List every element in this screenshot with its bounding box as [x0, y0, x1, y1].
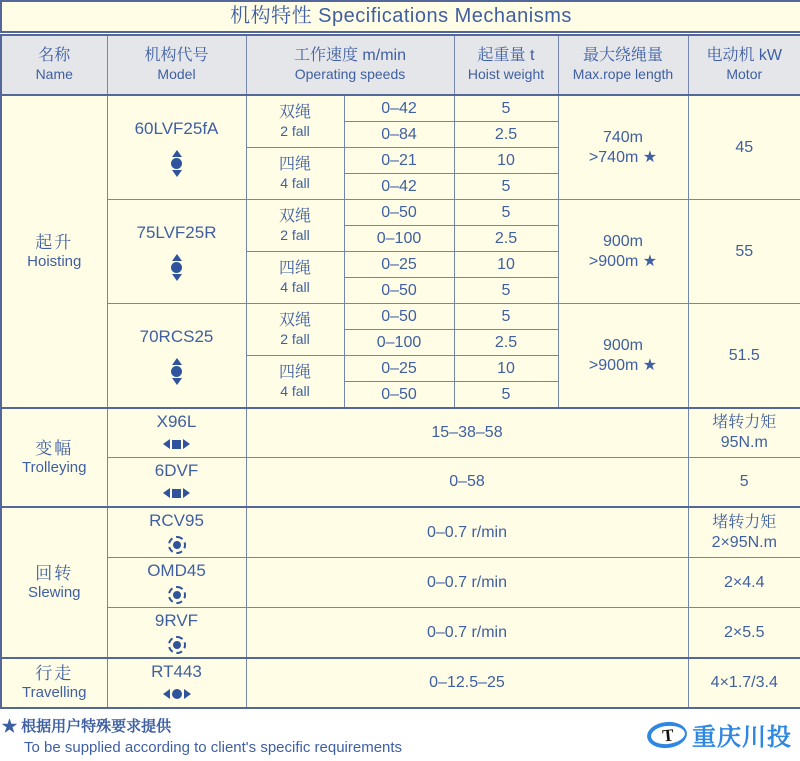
motor-cell: 2×4.4	[688, 558, 800, 608]
weight-cell: 5	[454, 174, 558, 200]
section-label-travelling	[1, 658, 107, 708]
column-header-weight	[454, 34, 558, 96]
speed-value-cell: 0–12.5–25	[246, 658, 688, 708]
speed-value-cell: 15–38–58	[246, 408, 688, 458]
header-rope-zh: 最大绕绳量	[559, 46, 688, 66]
speed-cell: 0–42	[344, 95, 454, 122]
trolleying-label-zh: 变幅	[2, 438, 107, 459]
fall2-en: 2 fall	[247, 331, 344, 349]
fall-cell	[246, 356, 344, 409]
travelling-label-zh: 行走	[2, 663, 107, 684]
model-cell-RCV95	[107, 507, 246, 558]
speed-cell: 0–50	[344, 304, 454, 330]
fall-cell	[246, 200, 344, 252]
motor-line2: 2×95N.m	[689, 533, 800, 553]
footer	[0, 709, 800, 761]
rope-cell	[558, 95, 688, 200]
slewing-label-zh: 回转	[2, 563, 107, 584]
model-label: 60LVF25fA	[108, 118, 246, 139]
weight-cell: 10	[454, 148, 558, 174]
trolleying-label-en: Trolleying	[2, 459, 107, 478]
section-label-slewing	[1, 507, 107, 658]
speed-value-cell: 0–0.7 r/min	[246, 608, 688, 659]
model-label: 6DVF	[108, 460, 246, 481]
rope-line1: 900m	[559, 336, 688, 356]
speed-cell: 0–84	[344, 122, 454, 148]
motor-cell: 45	[688, 95, 800, 200]
rope-line2: >900m ★	[559, 252, 688, 272]
column-header-speed	[246, 34, 454, 96]
speed-value-cell: 0–58	[246, 458, 688, 508]
header-name-zh: 名称	[2, 46, 107, 66]
speed-cell: 0–21	[344, 148, 454, 174]
weight-cell: 5	[454, 200, 558, 226]
hoisting-label-en: Hoisting	[2, 253, 107, 272]
speed-cell: 0–100	[344, 226, 454, 252]
weight-cell: 5	[454, 278, 558, 304]
weight-cell: 5	[454, 95, 558, 122]
model-cell-75LVF25R	[107, 200, 246, 304]
weight-cell: 10	[454, 356, 558, 382]
model-label: 9RVF	[108, 610, 246, 631]
speed-cell: 0–50	[344, 382, 454, 409]
model-cell-OMD45	[107, 558, 246, 608]
header-speed-zh: 工作速度 m/min	[247, 46, 454, 66]
model-cell-60LVF25fA	[107, 95, 246, 200]
model-label: 70RCS25	[108, 326, 246, 347]
header-motor-zh: 电动机 kW	[689, 46, 800, 66]
speed-cell: 0–25	[344, 252, 454, 278]
slewing-icon	[168, 536, 186, 554]
fall-cell	[246, 148, 344, 200]
logo-ellipse-icon	[646, 719, 688, 749]
weight-cell: 2.5	[454, 226, 558, 252]
logo-letter: T	[661, 725, 674, 743]
model-label: RCV95	[108, 510, 246, 531]
hoisting-icon	[171, 254, 182, 281]
motor-line1: 堵转力矩	[689, 513, 800, 533]
model-cell-RT443	[107, 658, 246, 708]
column-header-name	[1, 34, 107, 96]
fall2-en: 2 fall	[247, 123, 344, 141]
motor-cell: 51.5	[688, 304, 800, 409]
slewing-icon	[168, 586, 186, 604]
column-header-rope	[558, 34, 688, 96]
motor-cell: 5	[688, 458, 800, 508]
rope-line1: 900m	[559, 232, 688, 252]
rope-cell	[558, 200, 688, 304]
weight-cell: 5	[454, 382, 558, 409]
footnote-en: To be supplied according to client's specific requirements	[24, 739, 402, 756]
header-weight-en: Hoist weight	[455, 66, 558, 84]
speed-cell: 0–50	[344, 200, 454, 226]
motor-cell	[688, 507, 800, 558]
speed-cell: 0–100	[344, 330, 454, 356]
fall2-zh: 双绳	[247, 207, 344, 227]
company-logo	[647, 717, 796, 752]
header-motor-en: Motor	[689, 66, 800, 84]
rope-cell	[558, 304, 688, 409]
fall2-en: 2 fall	[247, 227, 344, 245]
speed-value-cell: 0–0.7 r/min	[246, 507, 688, 558]
fall2-zh: 双绳	[247, 311, 344, 331]
column-header-motor	[688, 34, 800, 96]
hoisting-icon	[171, 358, 182, 385]
table-title: 机构特性 Specifications Mechanisms	[1, 1, 800, 34]
slewing-icon	[168, 636, 186, 654]
travelling-label-en: Travelling	[2, 684, 107, 703]
motor-cell: 4×1.7/3.4	[688, 658, 800, 708]
motor-line1: 堵转力矩	[689, 413, 800, 433]
motor-line2: 95N.m	[689, 433, 800, 453]
rope-line2: >900m ★	[559, 356, 688, 376]
header-weight-zh: 起重量 t	[455, 46, 558, 66]
fall-cell	[246, 252, 344, 304]
model-label: X96L	[108, 411, 246, 432]
footnotes	[2, 715, 402, 756]
fall4-en: 4 fall	[247, 383, 344, 401]
weight-cell: 2.5	[454, 330, 558, 356]
fall4-zh: 四绳	[247, 363, 344, 383]
fall-cell	[246, 304, 344, 356]
speed-value-cell: 0–0.7 r/min	[246, 558, 688, 608]
speed-cell: 0–42	[344, 174, 454, 200]
model-cell-9RVF	[107, 608, 246, 659]
header-rope-en: Max.rope length	[559, 66, 688, 84]
rope-line2: >740m ★	[559, 148, 688, 168]
fall4-zh: 四绳	[247, 259, 344, 279]
logo-text: 重庆川投	[692, 717, 792, 752]
trolleying-icon	[163, 439, 190, 449]
rope-line1: 740m	[559, 128, 688, 148]
header-name-en: Name	[2, 66, 107, 84]
model-cell-6DVF	[107, 458, 246, 508]
fall4-zh: 四绳	[247, 155, 344, 175]
fall-cell	[246, 95, 344, 148]
speed-cell: 0–50	[344, 278, 454, 304]
fall4-en: 4 fall	[247, 279, 344, 297]
weight-cell: 5	[454, 304, 558, 330]
model-label: RT443	[108, 661, 246, 682]
model-label: OMD45	[108, 560, 246, 581]
header-model-zh: 机构代号	[108, 46, 246, 66]
section-label-hoisting	[1, 95, 107, 408]
travelling-icon	[163, 689, 191, 699]
weight-cell: 2.5	[454, 122, 558, 148]
header-model-en: Model	[108, 66, 246, 84]
motor-cell	[688, 408, 800, 458]
hoisting-label-zh: 起升	[2, 232, 107, 253]
fall4-en: 4 fall	[247, 175, 344, 193]
speed-cell: 0–25	[344, 356, 454, 382]
column-header-model	[107, 34, 246, 96]
footnote-zh: ★ 根据用户特殊要求提供	[2, 715, 402, 736]
hoisting-icon	[171, 150, 182, 177]
model-label: 75LVF25R	[108, 222, 246, 243]
model-cell-70RCS25	[107, 304, 246, 409]
slewing-label-en: Slewing	[2, 584, 107, 603]
model-cell-X96L	[107, 408, 246, 458]
motor-cell: 2×5.5	[688, 608, 800, 659]
fall2-zh: 双绳	[247, 103, 344, 123]
trolleying-icon	[163, 488, 190, 498]
header-speed-en: Operating speeds	[247, 66, 454, 84]
motor-cell: 55	[688, 200, 800, 304]
weight-cell: 10	[454, 252, 558, 278]
section-label-trolleying	[1, 408, 107, 507]
